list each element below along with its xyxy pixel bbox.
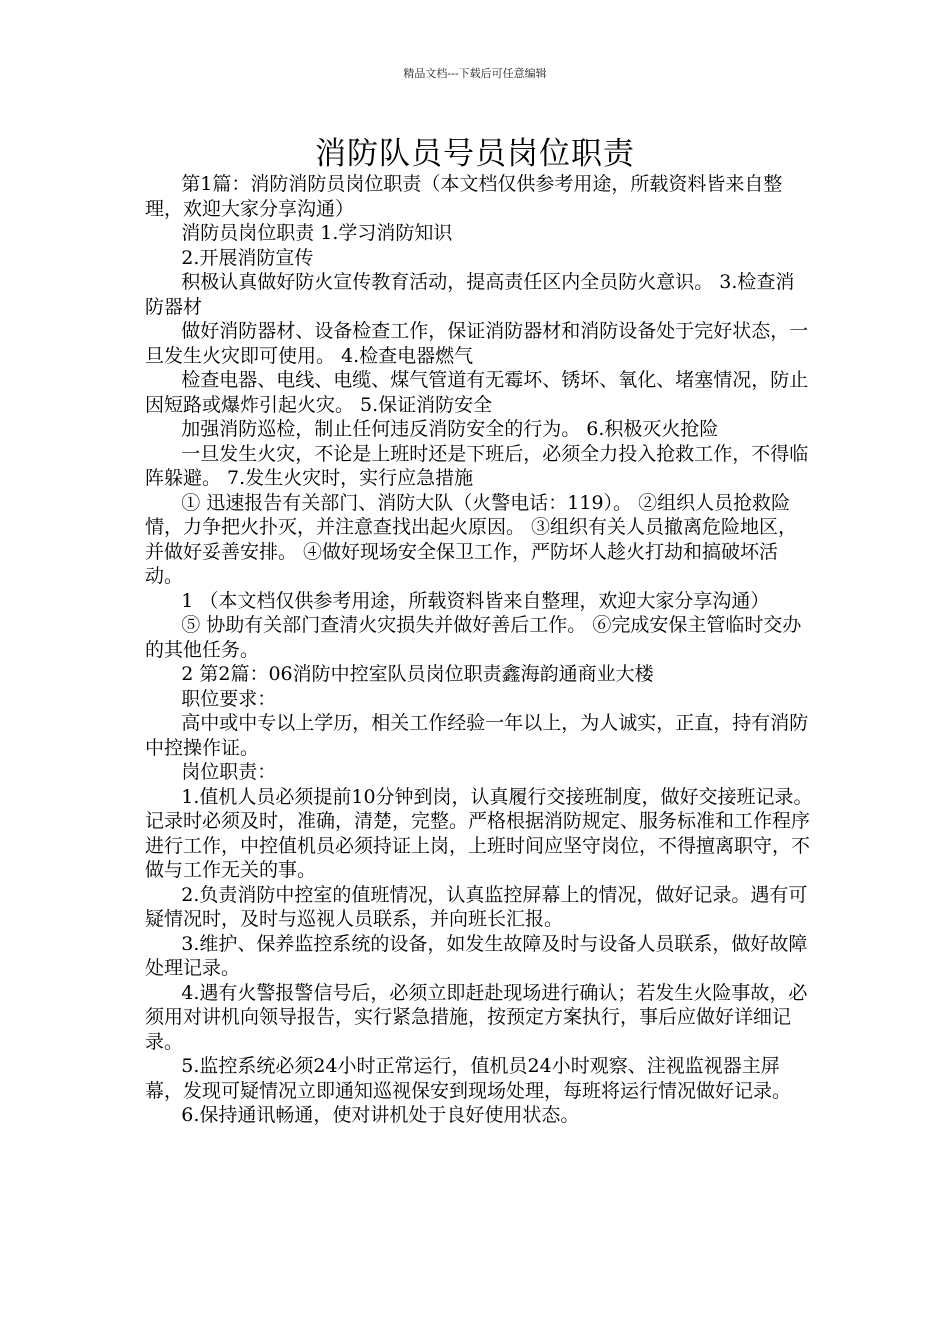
header-note: 精品文档---下载后可任意编辑 bbox=[403, 67, 547, 80]
document-title: 消防队员号员岗位职责 bbox=[315, 136, 635, 172]
paragraph: 3.维护、保养监控系统的设备，如发生故障及时与设备人员联系，做好故障处理记录。 bbox=[145, 932, 808, 979]
paragraph: 检查电器、电线、电缆、煤气管道有无霉坏、锈坏、氧化、堵塞情况，防止因短路或爆炸引起火灾。 5.保证消防安全 bbox=[145, 369, 809, 416]
paragraph: 2 第2篇：06消防中控室队员岗位职责鑫海韵通商业大楼 bbox=[145, 663, 654, 685]
paragraph: 消防员岗位职责 1.学习消防知识 bbox=[145, 222, 453, 244]
paragraph: 4.遇有火警报警信号后，必须立即赶赴现场进行确认；若发生火险事故，必须用对讲机向领导报告，实行紧急措施，按预定方案执行，事后应做好详细记录。 bbox=[145, 981, 808, 1053]
paragraph: 2.负责消防中控室的值班情况，认真监控屏幕上的情况，做好记录。遇有可疑情况时，及时与巡视人员联系，并向班长汇报。 bbox=[145, 883, 808, 930]
document-body bbox=[145, 172, 813, 1128]
paragraph: 第1篇：消防消防员岗位职责（本文档仅供参考用途，所载资料皆来自整理，欢迎大家分享沟通） bbox=[145, 173, 783, 220]
paragraph: 6.保持通讯畅通，使对讲机处于良好使用状态。 bbox=[145, 1104, 580, 1126]
paragraph: ⑤ 协助有关部门查清火灾损失并做好善后工作。 ⑥完成安保主管临时交办的其他任务。 bbox=[145, 614, 802, 661]
paragraph: 积极认真做好防火宣传教育活动，提高责任区内全员防火意识。 3.检查消防器材 bbox=[145, 271, 795, 318]
paragraph: 加强消防巡检，制止任何违反消防安全的行为。 6.积极灭火抢险 bbox=[145, 418, 719, 440]
paragraph: ① 迅速报告有关部门、消防大队（火警电话：119）。 ②组织人员抢救险情，力争把火扑灭，并注意查找出起火原因。 ③组织有关人员撤离危险地区，并做好妥善安排。 ④做好现场安全保卫工作，严防坏人趁火打劫和搞破坏活动。 bbox=[145, 491, 798, 587]
paragraph: 2.开展消防宣传 bbox=[145, 246, 314, 269]
paragraph: 1 （本文档仅供参考用途，所载资料皆来自整理，欢迎大家分享沟通） bbox=[145, 589, 770, 612]
paragraph: 5.监控系统必须24小时正常运行，值机员24小时观察、注视监视器主屏幕，发现可疑情况立即通知巡视保安到现场处理，每班将运行情况做好记录。 bbox=[145, 1055, 792, 1102]
paragraph: 职位要求： bbox=[145, 687, 277, 710]
paragraph: 岗位职责： bbox=[145, 761, 277, 783]
paragraph: 1.值机人员必须提前10分钟到岗，认真履行交接班制度，做好交接班记录。记录时必须及时，准确，清楚，完整。严格根据消防规定、服务标准和工作程序进行工作，中控值机员必须持证上岗，上班时间应坚守岗位，不得擅离职守，不做与工作无关的事。 bbox=[145, 785, 813, 881]
paragraph: 做好消防器材、设备检查工作，保证消防器材和消防设备处于完好状态，一旦发生火灾即可使用。 4.检查电器燃气 bbox=[145, 320, 809, 367]
paragraph: 一旦发生火灾，不论是上班时还是下班后，必须全力投入抢救工作，不得临阵躲避。 7.发生火灾时，实行应急措施 bbox=[145, 442, 809, 489]
paragraph: 高中或中专以上学历，相关工作经验一年以上，为人诚实，正直，持有消防中控操作证。 bbox=[145, 712, 809, 759]
